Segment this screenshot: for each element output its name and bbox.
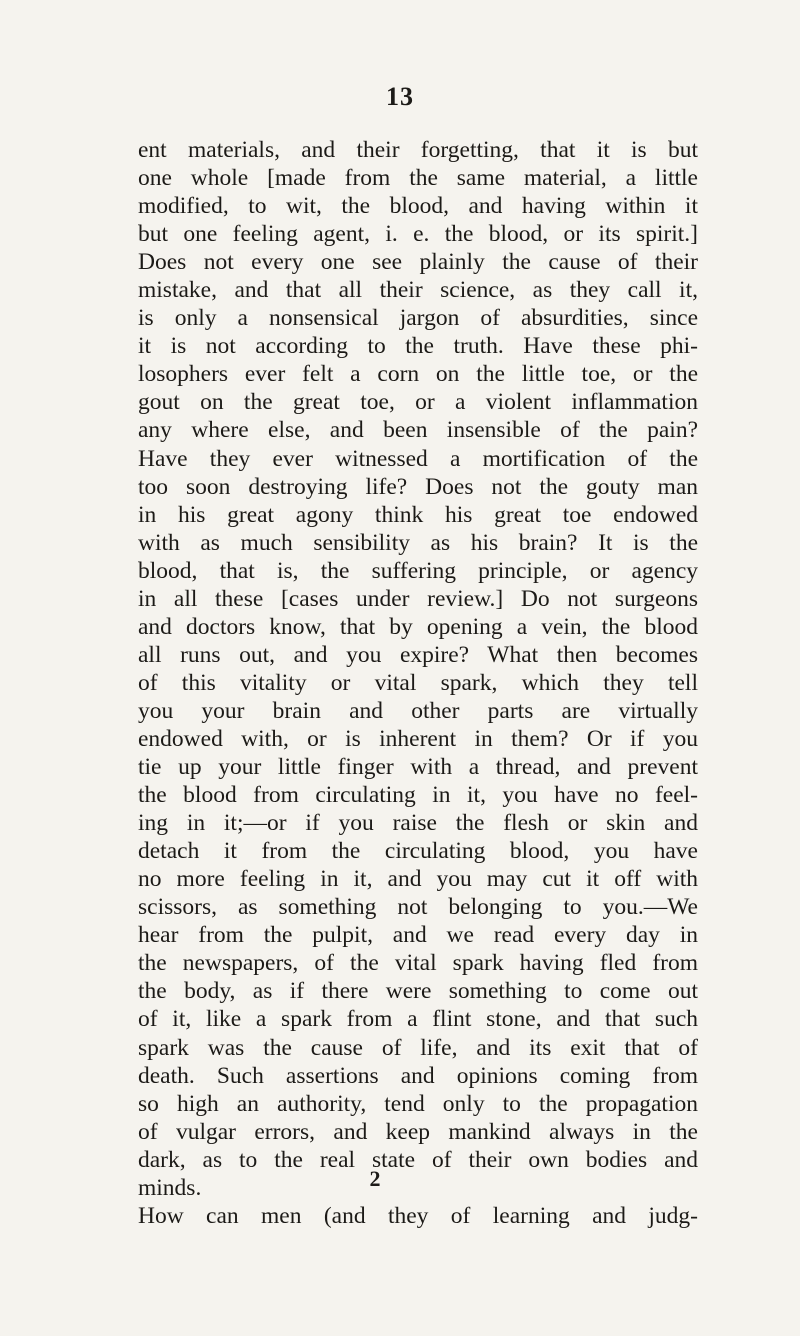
text-line: in his great agony think his great toe endowed <box>138 501 698 528</box>
text-line: so high an authority, tend only to the propagation <box>138 1090 698 1117</box>
text-line: ent materials, and their forgetting, that it is but <box>138 137 698 163</box>
text-line: of vulgar errors, and keep mankind always in the <box>138 1118 698 1145</box>
text-line: the blood from circulating in it, you have no feel- <box>138 782 698 809</box>
text-line: is only a nonsensical jargon of absurdities, since <box>138 305 698 332</box>
text-line: Does not every one see plainly the cause of their <box>138 249 698 276</box>
text-line: gout on the great toe, or a violent inflammation <box>138 389 698 416</box>
text-line-paragraph-end: minds. <box>138 1174 202 1201</box>
text-line: any where else, and been insensible of the pain? <box>138 417 698 444</box>
text-line: but one feeling agent, i. e. the blood, or its spirit.] <box>138 221 698 248</box>
text-line: blood, that is, the suffering principle, or agency <box>138 557 698 584</box>
text-line: Have they ever witnessed a mortification of the <box>138 445 698 472</box>
text-line: the newspapers, of the vital spark having fled from <box>138 950 698 977</box>
text-line: and doctors know, that by opening a vein, the blood <box>138 613 698 640</box>
text-line: all runs out, and you expire? What then becomes <box>138 641 698 668</box>
text-line: How can men (and they of learning and judg- <box>138 1202 698 1229</box>
text-line: death. Such assertions and opinions coming from <box>138 1062 698 1089</box>
text-line: too soon destroying life? Does not the gouty man <box>138 473 698 500</box>
text-line: endowed with, or is inherent in them? Or if you <box>138 725 698 752</box>
text-line: it is not according to the truth. Have these phi- <box>138 333 698 360</box>
page-number: 13 <box>386 82 414 111</box>
text-line: dark, as to the real state of their own bodies and <box>138 1146 698 1173</box>
text-line: one whole [made from the same material, a little <box>138 165 698 192</box>
text-line: of it, like a spark from a flint stone, and that such <box>138 1006 698 1033</box>
text-line: tie up your little finger with a thread, and prevent <box>138 754 698 781</box>
text-line: scissors, as something not belonging to you.—We <box>138 894 698 921</box>
text-line: detach it from the circulating blood, you have <box>138 838 698 865</box>
body-text <box>138 136 698 1230</box>
text-line: spark was the cause of life, and its exit that of <box>138 1034 698 1061</box>
text-line: in all these [cases under review.] Do not surgeons <box>138 585 698 612</box>
text-line: modified, to wit, the blood, and having within it <box>138 193 698 220</box>
text-line: with as much sensibility as his brain? It is the <box>138 529 698 556</box>
text-line: hear from the pulpit, and we read every day in <box>138 922 698 949</box>
text-line: you your brain and other parts are virtually <box>138 697 698 724</box>
text-line: of this vitality or vital spark, which they tell <box>138 669 698 696</box>
text-line: ing in it;—or if you raise the flesh or skin and <box>138 810 698 837</box>
text-line: losophers ever felt a corn on the little toe, or the <box>138 361 698 388</box>
text-line: no more feeling in it, and you may cut it off with <box>138 866 698 893</box>
text-line: mistake, and that all their science, as they call it, <box>138 277 698 304</box>
text-line: the body, as if there were something to come out <box>138 978 698 1005</box>
signature-mark: 2 <box>369 1166 381 1191</box>
